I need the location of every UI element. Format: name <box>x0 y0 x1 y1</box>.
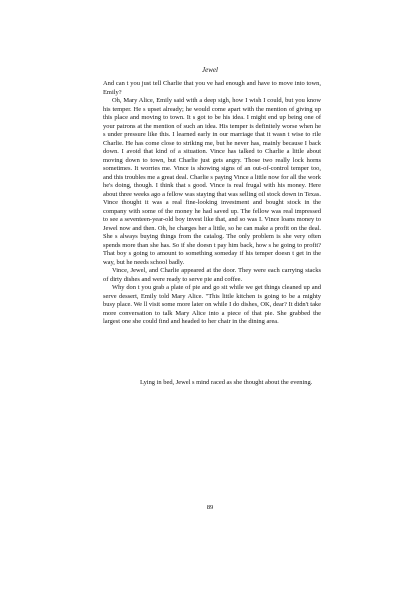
body-text <box>103 80 321 327</box>
scene-break-line: Lying in bed, Jewel s mind raced as she thought about the evening. <box>140 379 313 386</box>
paragraph-1: And can t you just tell Charlie that you ve had enough and have to move into town, Emily? <box>103 80 321 96</box>
paragraph-2: Oh, Mary Alice, Emily said with a deep sigh, how I wish I could, but you know his temper. He s upset already; he would come apart with the mention of giving up this place and moving to town. It s got to be his idea. I might end up being one of your patrons at the mention of such an idea. His temper is definitely worse when he s under pressure like this. I learned early in our marriage that it wasn t wise to rile Charlie. He has come close to striking me, but he never has, mainly because I back down. I avoid that kind of a situation. Vince has talked to Charlie a little about moving down to town, but Charlie just gets angry. Those two really lock horns sometimes. It worries me. Vince is showing signs of an out-of-control temper too, and this troubles me a great deal. Charlie s paying Vince a little now for all the work he's doing, though. I think that s good. Vince is real frugal with his money. Here about three weeks ago a fellow was staying that was selling oil stock down in Texas. Vince thought it was a real fine-looking investment and bought stock in the company with some of the money he had saved up. The fellow was real impressed to see a seventeen-year-old boy invest like that, and so was I. Vince loans money to Jewel now and then. Oh, he charges her a little, so he can make a profit on the deal. She s always buying things from the catalog. The only problem is she very often spends more than she has. So if she doesn t pay him back, how s he going to profit? That boy s going to amount to something someday if his temper doesn t get in the way, but he needs school badly. <box>103 97 321 266</box>
page-number: 89 <box>206 504 214 511</box>
paragraph-3: Vince, Jewel, and Charlie appeared at the door. They were each carrying stacks of dirty dishes and were ready to serve pie and coffee. <box>103 267 321 283</box>
paragraph-4: Why don t you grab a plate of pie and go sit while we get things cleaned up and serve dessert, Emily told Mary Alice. "This little kitchen is going to be a mighty busy place. We ll visit some more later on while I do dishes, OK, dear? It didn't take more conversation to talk Mary Alice into a piece of that pie. She grabbed the largest one she could find and headed to her chair in the dining area. <box>103 284 321 325</box>
running-header: Jewel <box>202 66 218 74</box>
